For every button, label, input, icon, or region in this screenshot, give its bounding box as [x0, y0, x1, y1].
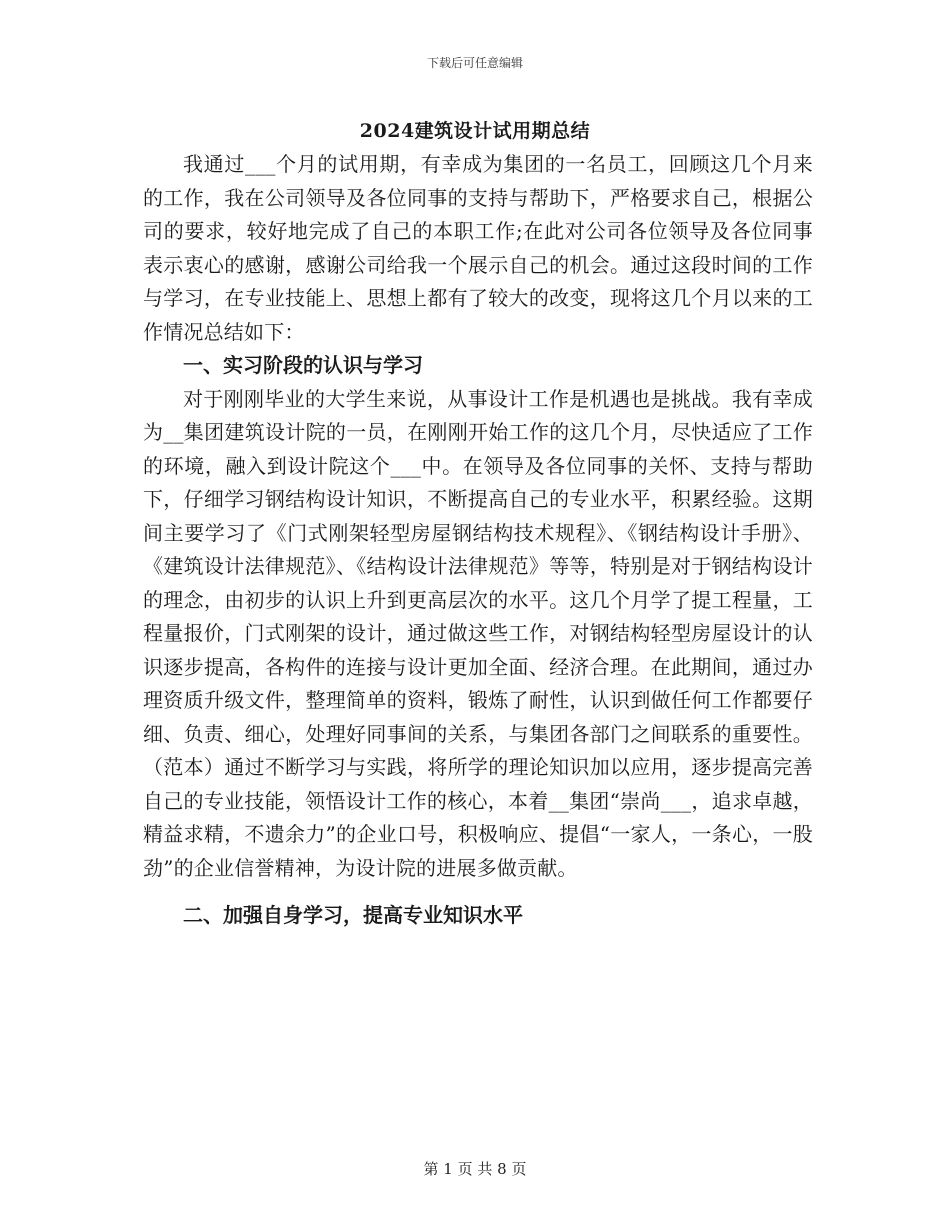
document-body	[143, 148, 813, 933]
page-number-footer: 第 1 页 共 8 页	[423, 1160, 527, 1178]
document-title: 2024建筑设计试用期总结	[359, 120, 591, 142]
header-note: 下载后可任意编辑	[426, 56, 523, 70]
section-1-paragraph: 对于刚刚毕业的大学生来说，从事设计工作是机遇也是挑战。我有幸成为__集团建筑设计院的一员，在刚刚开始工作的这几个月，尽快适应了工作的环境，融入到设计院这个___中。在领导及各位同事的关怀、支持与帮助下，仔细学习钢结构设计知识，不断提高自己的专业水平，积累经验。这期间主要学习了《门式刚架轻型房屋钢结构技术规程》、《钢结构设计手册》、《建筑设计法律规范》、《结构设计法律规范》等等，特别是对于钢结构设计的理念，由初步的认识上升到更高层次的水平。这几个月学了提工程量，工程量报价，门式刚架的设计，通过做这些工作，对钢结构轻型房屋设计的认识逐步提高，各构件的连接与设计更加全面、经济合理。在此期间，通过办理资质升级文件，整理简单的资料，锻炼了耐性，认识到做任何工作都要仔细、负责、细心，处理好同事间的关系，与集团各部门之间联系的重要性。（范本）通过不断学习与实践，将所学的理论知识加以应用，逐步提高完善自己的专业技能，领悟设计工作的核心，本着__集团“崇尚___，追求卓越，精益求精，不遗余力”的企业口号，积极响应、提倡“一家人，一条心，一股劲”的企业信誉精神，为设计院的进展多做贡献。	[143, 386, 813, 880]
intro-paragraph: 我通过___个月的试用期，有幸成为集团的一名员工，回顾这几个月来的工作，我在公司领导及各位同事的支持与帮助下，严格要求自己，根据公司的要求，较好地完成了自己的本职工作;在此对公司各位领导及各位同事表示衷心的感谢，感谢公司给我一个展示自己的机会。通过这段时间的工作与学习，在专业技能上、思想上都有了较大的改变，现将这几个月以来的工作情况总结如下：	[143, 152, 813, 344]
section-2-heading: 二、加强自身学习，提高专业知识水平	[183, 903, 523, 927]
section-1-heading: 一、实习阶段的认识与学习	[183, 353, 423, 377]
